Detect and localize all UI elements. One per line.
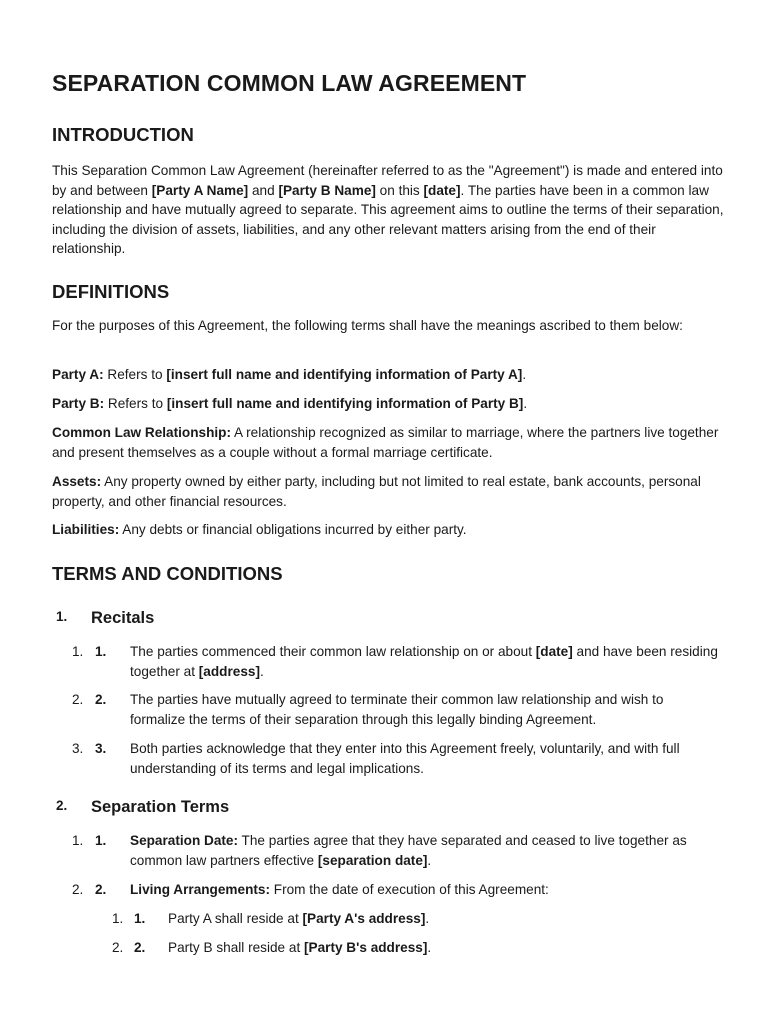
definition-party-a: Party A: Refers to [insert full name and identifying information of Party A]. (52, 367, 527, 382)
recital-item: 2. 2. The parties have mutually agreed to terminate their common law relationship and wish to formalize the terms of their separation through this legally binding Agreement. (72, 692, 664, 727)
recitals-heading: 1. Recitals (56, 609, 155, 627)
recital-item: 1. 1. The parties commenced their common law relationship on or about [date] and have been residing together at [address]. (72, 644, 718, 679)
terms-heading: TERMS AND CONDITIONS (52, 563, 283, 584)
living-arrangement-item: 2. 2. Party B shall reside at [Party B's address]. (112, 940, 432, 955)
living-arrangement-item: 1. 1. Party A shall reside at [Party A's address]. (112, 911, 430, 926)
introduction-paragraph: This Separation Common Law Agreement (hereinafter referred to as the "Agreement") is made and entered into by and between [Party A Name] and [Party B Name] on this [date]. The parties have been in a common law relationship and have mutually agreed to separate. This agreement aims to outline the terms of their separation, including the division of assets, liabilities, and any other relevant matters arising from the end of their relationship. (52, 163, 724, 256)
separation-term-item: 1. 1. Separation Date: The parties agree that they have separated and ceased to live together as common law partners effective [separation date]. (72, 833, 687, 868)
introduction-heading: INTRODUCTION (52, 124, 194, 145)
document-title: SEPARATION COMMON LAW AGREEMENT (52, 70, 527, 96)
separation-term-item: 2. 2. Living Arrangements: From the date of execution of this Agreement: (72, 882, 549, 897)
definitions-intro: For the purposes of this Agreement, the following terms shall have the meanings ascribed to them below: (52, 318, 683, 333)
definition-assets: Assets: Any property owned by either party, including but not limited to real estate, bank accounts, personal property, and other financial resources. (52, 474, 701, 509)
definitions-heading: DEFINITIONS (52, 281, 170, 302)
recital-item: 3. 3. Both parties acknowledge that they enter into this Agreement freely, voluntarily, and with full understanding of its terms and legal implications. (72, 741, 680, 776)
definition-party-b: Party B: Refers to [insert full name and identifying information of Party B]. (52, 396, 528, 411)
separation-terms-heading: 2. Separation Terms (56, 798, 230, 816)
definition-common-law-relationship: Common Law Relationship: A relationship recognized as similar to marriage, where the partners live together and present themselves as a couple without a formal marriage certificate. (52, 425, 719, 460)
definition-liabilities: Liabilities: Any debts or financial obligations incurred by either party. (52, 522, 467, 537)
